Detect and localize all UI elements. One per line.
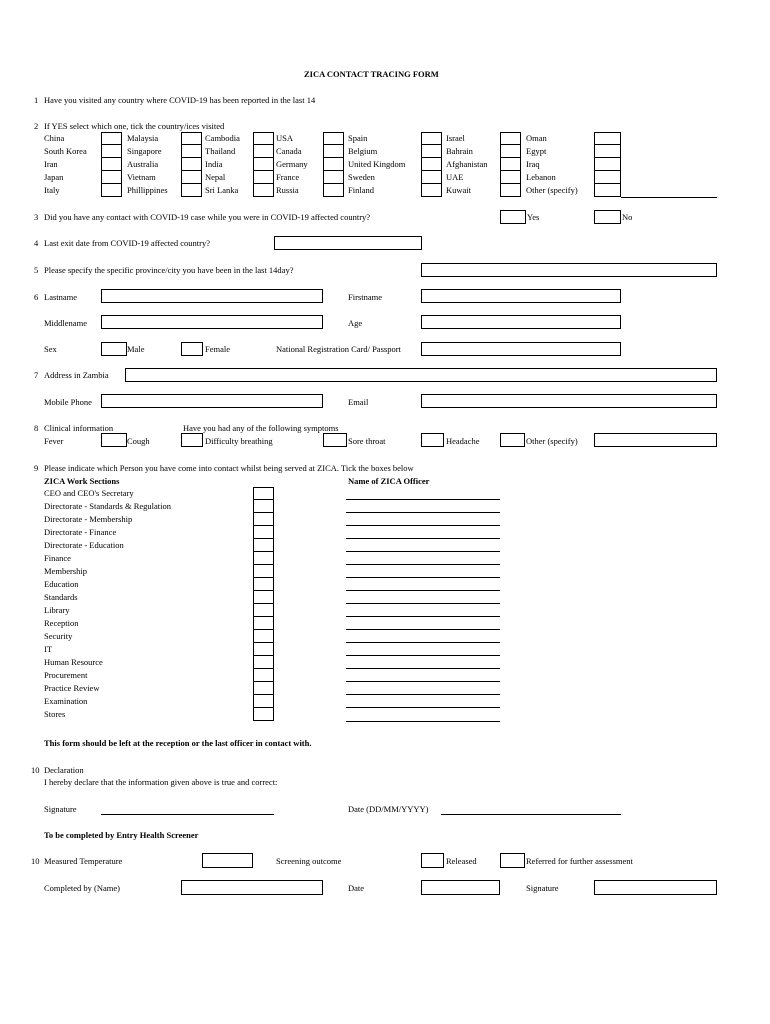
- officer-name-line[interactable]: [346, 707, 500, 708]
- headache-checkbox[interactable]: [500, 433, 525, 447]
- country-checkbox[interactable]: [253, 184, 274, 197]
- officer-name-line[interactable]: [346, 551, 500, 552]
- cough-checkbox[interactable]: [181, 433, 203, 447]
- screener-date-label: Date: [348, 883, 365, 893]
- q4-text: Last exit date from COVID-19 affected country?: [44, 238, 211, 248]
- q5-text: Please specify the specific province/city you have been in the last 14day?: [44, 265, 294, 275]
- male-label: Male: [127, 344, 145, 354]
- country-checkbox-group-7: [594, 132, 621, 197]
- q1-text: Have you visited any country where COVID-19 has been reported in the last 14: [44, 95, 316, 105]
- date-label: Date (DD/MM/YYYY): [348, 804, 429, 814]
- officer-name-line[interactable]: [346, 538, 500, 539]
- firstname-label: Firstname: [348, 292, 382, 302]
- province-city-field[interactable]: [421, 263, 717, 277]
- country-checkbox[interactable]: [421, 145, 442, 158]
- q9-number: 9: [34, 463, 39, 473]
- country-checkbox[interactable]: [421, 171, 442, 184]
- female-label: Female: [205, 344, 231, 354]
- mobile-label: Mobile Phone: [44, 397, 92, 407]
- section-checkbox[interactable]: [253, 682, 274, 695]
- section-label: Finance: [44, 553, 71, 563]
- signature-line[interactable]: [101, 814, 274, 815]
- referred-label: Referred for further assessment: [526, 856, 633, 866]
- officer-name-line[interactable]: [346, 668, 500, 669]
- q8-number: 8: [34, 423, 39, 433]
- sex-label: Sex: [44, 344, 57, 354]
- section-label: Reception: [44, 618, 79, 628]
- section-checkbox[interactable]: [253, 669, 274, 682]
- country-checkbox[interactable]: [594, 171, 621, 184]
- section-checkbox[interactable]: [253, 565, 274, 578]
- country-label: Cambodia: [205, 133, 240, 143]
- temperature-field[interactable]: [202, 853, 253, 868]
- mobile-field[interactable]: [101, 394, 323, 408]
- country-label: Bahrain: [446, 146, 473, 156]
- country-checkbox[interactable]: [101, 145, 122, 158]
- age-label: Age: [348, 318, 363, 328]
- country-checkbox[interactable]: [181, 184, 202, 197]
- country-checkbox[interactable]: [594, 158, 621, 171]
- country-checkbox[interactable]: [500, 184, 521, 197]
- section-checkbox[interactable]: [253, 643, 274, 656]
- officer-name-line[interactable]: [346, 681, 500, 682]
- country-checkbox[interactable]: [500, 132, 521, 145]
- country-label: India: [205, 159, 223, 169]
- form-title: ZICA CONTACT TRACING FORM: [304, 69, 439, 79]
- country-label: Italy: [44, 185, 60, 195]
- other-symptom-field[interactable]: [594, 433, 717, 447]
- screener-number: 10: [31, 856, 40, 866]
- country-checkbox[interactable]: [594, 184, 621, 197]
- q3-yes-checkbox[interactable]: [500, 210, 526, 224]
- q3-yes-label: Yes: [527, 212, 540, 222]
- section-label: Standards: [44, 592, 78, 602]
- country-checkbox[interactable]: [323, 184, 344, 197]
- country-column-5: [348, 132, 405, 197]
- country-label: South Korea: [44, 146, 87, 156]
- lastname-label: Lastname: [44, 292, 78, 302]
- section-checkbox[interactable]: [253, 526, 274, 539]
- country-label: Iraq: [526, 159, 540, 169]
- officer-name-line[interactable]: [346, 512, 500, 513]
- sore-throat-checkbox[interactable]: [421, 433, 444, 447]
- declaration-text: I hereby declare that the information given above is true and correct:: [44, 777, 278, 787]
- country-checkbox[interactable]: [500, 158, 521, 171]
- officer-name-line[interactable]: [346, 629, 500, 630]
- cough-label: Cough: [127, 436, 150, 446]
- section-label: Stores: [44, 709, 66, 719]
- country-checkbox[interactable]: [181, 132, 202, 145]
- q6-number: 6: [34, 292, 39, 302]
- country-label: Singapore: [127, 146, 162, 156]
- country-checkbox[interactable]: [253, 171, 274, 184]
- country-label: Canada: [276, 146, 302, 156]
- section-label: Security: [44, 631, 73, 641]
- breathing-checkbox[interactable]: [323, 433, 347, 447]
- country-column-7: [526, 132, 578, 197]
- reception-notice: This form should be left at the reception or the last officer in contact with.: [44, 738, 312, 748]
- fever-checkbox[interactable]: [101, 433, 127, 447]
- country-label: Lebanon: [526, 172, 556, 182]
- country-checkbox[interactable]: [181, 171, 202, 184]
- headache-label: Headache: [446, 436, 480, 446]
- declaration-date-line[interactable]: [441, 814, 621, 815]
- female-checkbox[interactable]: [181, 342, 203, 356]
- officer-name-line[interactable]: [346, 525, 500, 526]
- section-label: Directorate - Membership: [44, 514, 133, 524]
- q3-number: 3: [34, 212, 39, 222]
- sections-header: ZICA Work Sections: [44, 476, 120, 486]
- country-checkbox[interactable]: [594, 145, 621, 158]
- country-checkbox-group-6: [500, 132, 521, 197]
- country-label: Belgium: [348, 146, 378, 156]
- section-checkbox[interactable]: [253, 604, 274, 617]
- q3-no-label: No: [622, 212, 633, 222]
- country-label: USA: [276, 133, 294, 143]
- breathing-label: Difficulty breathing: [205, 436, 273, 446]
- screener-signature-field[interactable]: [594, 880, 717, 895]
- fever-label: Fever: [44, 436, 64, 446]
- section-checkbox[interactable]: [253, 656, 274, 669]
- country-column-2: [127, 132, 168, 197]
- q9-text: Please indicate which Person you have come into contact whilst being served at ZICA. Tick the boxes below: [44, 463, 414, 473]
- country-label: Spain: [348, 133, 368, 143]
- lastname-field[interactable]: [101, 289, 323, 303]
- country-checkbox[interactable]: [421, 132, 442, 145]
- country-checkbox[interactable]: [323, 158, 344, 171]
- nrc-field[interactable]: [421, 342, 621, 356]
- section-checkbox[interactable]: [253, 513, 274, 526]
- country-checkbox[interactable]: [253, 145, 274, 158]
- country-label: Russia: [276, 185, 299, 195]
- section-checkbox[interactable]: [253, 630, 274, 643]
- nrc-label: National Registration Card/ Passport: [276, 344, 401, 354]
- section-checkbox[interactable]: [253, 552, 274, 565]
- other-country-specify-line[interactable]: [621, 197, 717, 198]
- section-label: Practice Review: [44, 683, 100, 693]
- section-label: Procurement: [44, 670, 88, 680]
- country-label: Israel: [446, 133, 465, 143]
- temperature-label: Measured Temperature: [44, 856, 123, 866]
- country-checkbox[interactable]: [594, 132, 621, 145]
- q2-number: 2: [34, 121, 39, 131]
- male-checkbox[interactable]: [101, 342, 127, 356]
- section-label: Examination: [44, 696, 88, 706]
- age-field[interactable]: [421, 315, 621, 329]
- section-label: CEO and CEO's Secretary: [44, 488, 134, 498]
- country-label: Iran: [44, 159, 58, 169]
- section-label: Human Resource: [44, 657, 103, 667]
- section-checkbox[interactable]: [253, 578, 274, 591]
- released-label: Released: [446, 856, 477, 866]
- country-checkbox-group-3: [253, 132, 274, 197]
- country-checkbox[interactable]: [101, 132, 122, 145]
- country-column-3: [205, 132, 240, 197]
- clinical-info-label: Clinical information: [44, 423, 114, 433]
- country-checkbox-group-2: [181, 132, 202, 197]
- firstname-field[interactable]: [421, 289, 621, 303]
- email-field[interactable]: [421, 394, 717, 408]
- section-checkbox[interactable]: [253, 617, 274, 630]
- section-checkbox-group: [253, 487, 274, 721]
- country-label: Other (specify): [526, 185, 578, 195]
- country-label: Finland: [348, 185, 374, 195]
- country-column-1: [44, 132, 87, 197]
- screener-signature-label: Signature: [526, 883, 559, 893]
- country-checkbox-group-4: [323, 132, 344, 197]
- screener-header: To be completed by Entry Health Screener: [44, 830, 199, 840]
- officer-name-line[interactable]: [346, 590, 500, 591]
- officer-name-line[interactable]: [346, 642, 500, 643]
- country-checkbox[interactable]: [101, 184, 122, 197]
- completed-by-field[interactable]: [181, 880, 323, 895]
- q1-number: 1: [34, 95, 39, 105]
- section-label: Library: [44, 605, 70, 615]
- middlename-label: Middlename: [44, 318, 87, 328]
- section-label: Directorate - Education: [44, 540, 124, 550]
- screening-outcome-label: Screening outcome: [276, 856, 342, 866]
- country-checkbox[interactable]: [500, 171, 521, 184]
- q3-no-checkbox[interactable]: [594, 210, 621, 224]
- country-checkbox[interactable]: [101, 171, 122, 184]
- country-label: Japan: [44, 172, 64, 182]
- q2-text: If YES select which one, tick the country/ices visited: [44, 121, 225, 131]
- officer-name-line[interactable]: [346, 694, 500, 695]
- officer-name-line[interactable]: [346, 603, 500, 604]
- symptoms-question: Have you had any of the following symptoms: [183, 423, 339, 433]
- q3-text: Did you have any contact with COVID-19 case while you were in COVID-19 affected country?: [44, 212, 371, 222]
- country-checkbox-group-1: [101, 132, 122, 197]
- country-checkbox[interactable]: [323, 132, 344, 145]
- country-checkbox[interactable]: [253, 158, 274, 171]
- officer-header: Name of ZICA Officer: [348, 476, 430, 486]
- country-checkbox-group-5: [421, 132, 442, 197]
- section-label: Education: [44, 579, 79, 589]
- country-label: Australia: [127, 159, 159, 169]
- officer-name-line[interactable]: [346, 655, 500, 656]
- section-checkbox[interactable]: [253, 500, 274, 513]
- country-label: Kuwait: [446, 185, 472, 195]
- screener-date-field[interactable]: [421, 880, 500, 895]
- country-label: Sri Lanka: [205, 185, 239, 195]
- section-label: Directorate - Finance: [44, 527, 117, 537]
- country-checkbox[interactable]: [101, 158, 122, 171]
- country-label: Vietnam: [127, 172, 156, 182]
- middlename-field[interactable]: [101, 315, 323, 329]
- country-label: United Kingdom: [348, 159, 406, 169]
- work-sections-list: [44, 487, 171, 721]
- q7-number: 7: [34, 370, 39, 380]
- other-symptom-label: Other (specify): [526, 436, 578, 446]
- referred-checkbox[interactable]: [500, 853, 525, 868]
- country-checkbox[interactable]: [500, 145, 521, 158]
- country-label: Phillippines: [127, 185, 168, 195]
- country-label: Egypt: [526, 146, 547, 156]
- country-checkbox[interactable]: [323, 171, 344, 184]
- country-label: China: [44, 133, 65, 143]
- q5-number: 5: [34, 265, 39, 275]
- officer-name-line[interactable]: [346, 577, 500, 578]
- email-label: Email: [348, 397, 369, 407]
- section-checkbox[interactable]: [253, 695, 274, 708]
- country-label: UAE: [446, 172, 464, 182]
- q10-number: 10: [31, 765, 40, 775]
- address-label: Address in Zambia: [44, 370, 109, 380]
- country-checkbox[interactable]: [253, 132, 274, 145]
- country-checkbox[interactable]: [181, 158, 202, 171]
- section-checkbox[interactable]: [253, 539, 274, 552]
- country-label: Afghanistan: [446, 159, 488, 169]
- country-checkbox[interactable]: [421, 158, 442, 171]
- section-checkbox[interactable]: [253, 487, 274, 500]
- country-column-4: [276, 132, 308, 197]
- exit-date-field[interactable]: [274, 236, 422, 250]
- officer-name-line[interactable]: [346, 616, 500, 617]
- released-checkbox[interactable]: [421, 853, 444, 868]
- country-label: Germany: [276, 159, 308, 169]
- country-label: Malaysia: [127, 133, 159, 143]
- country-label: Thailand: [205, 146, 236, 156]
- section-label: Membership: [44, 566, 87, 576]
- signature-label: Signature: [44, 804, 77, 814]
- country-checkbox[interactable]: [181, 145, 202, 158]
- completed-by-label: Completed by (Name): [44, 883, 121, 893]
- country-label: Sweden: [348, 172, 375, 182]
- country-checkbox[interactable]: [421, 184, 442, 197]
- country-label: Nepal: [205, 172, 226, 182]
- q4-number: 4: [34, 238, 39, 248]
- section-checkbox[interactable]: [253, 591, 274, 604]
- officer-name-line[interactable]: [346, 499, 500, 500]
- section-checkbox[interactable]: [253, 708, 274, 721]
- section-label: Directorate - Standards & Regulation: [44, 501, 171, 511]
- section-label: IT: [44, 644, 53, 654]
- officer-name-line[interactable]: [346, 721, 500, 722]
- sore-throat-label: Sore throat: [348, 436, 386, 446]
- country-column-6: [446, 132, 488, 197]
- country-checkbox[interactable]: [323, 145, 344, 158]
- country-label: Oman: [526, 133, 547, 143]
- declaration-title: Declaration: [44, 765, 84, 775]
- officer-name-line[interactable]: [346, 564, 500, 565]
- country-label: France: [276, 172, 300, 182]
- address-field[interactable]: [125, 368, 717, 382]
